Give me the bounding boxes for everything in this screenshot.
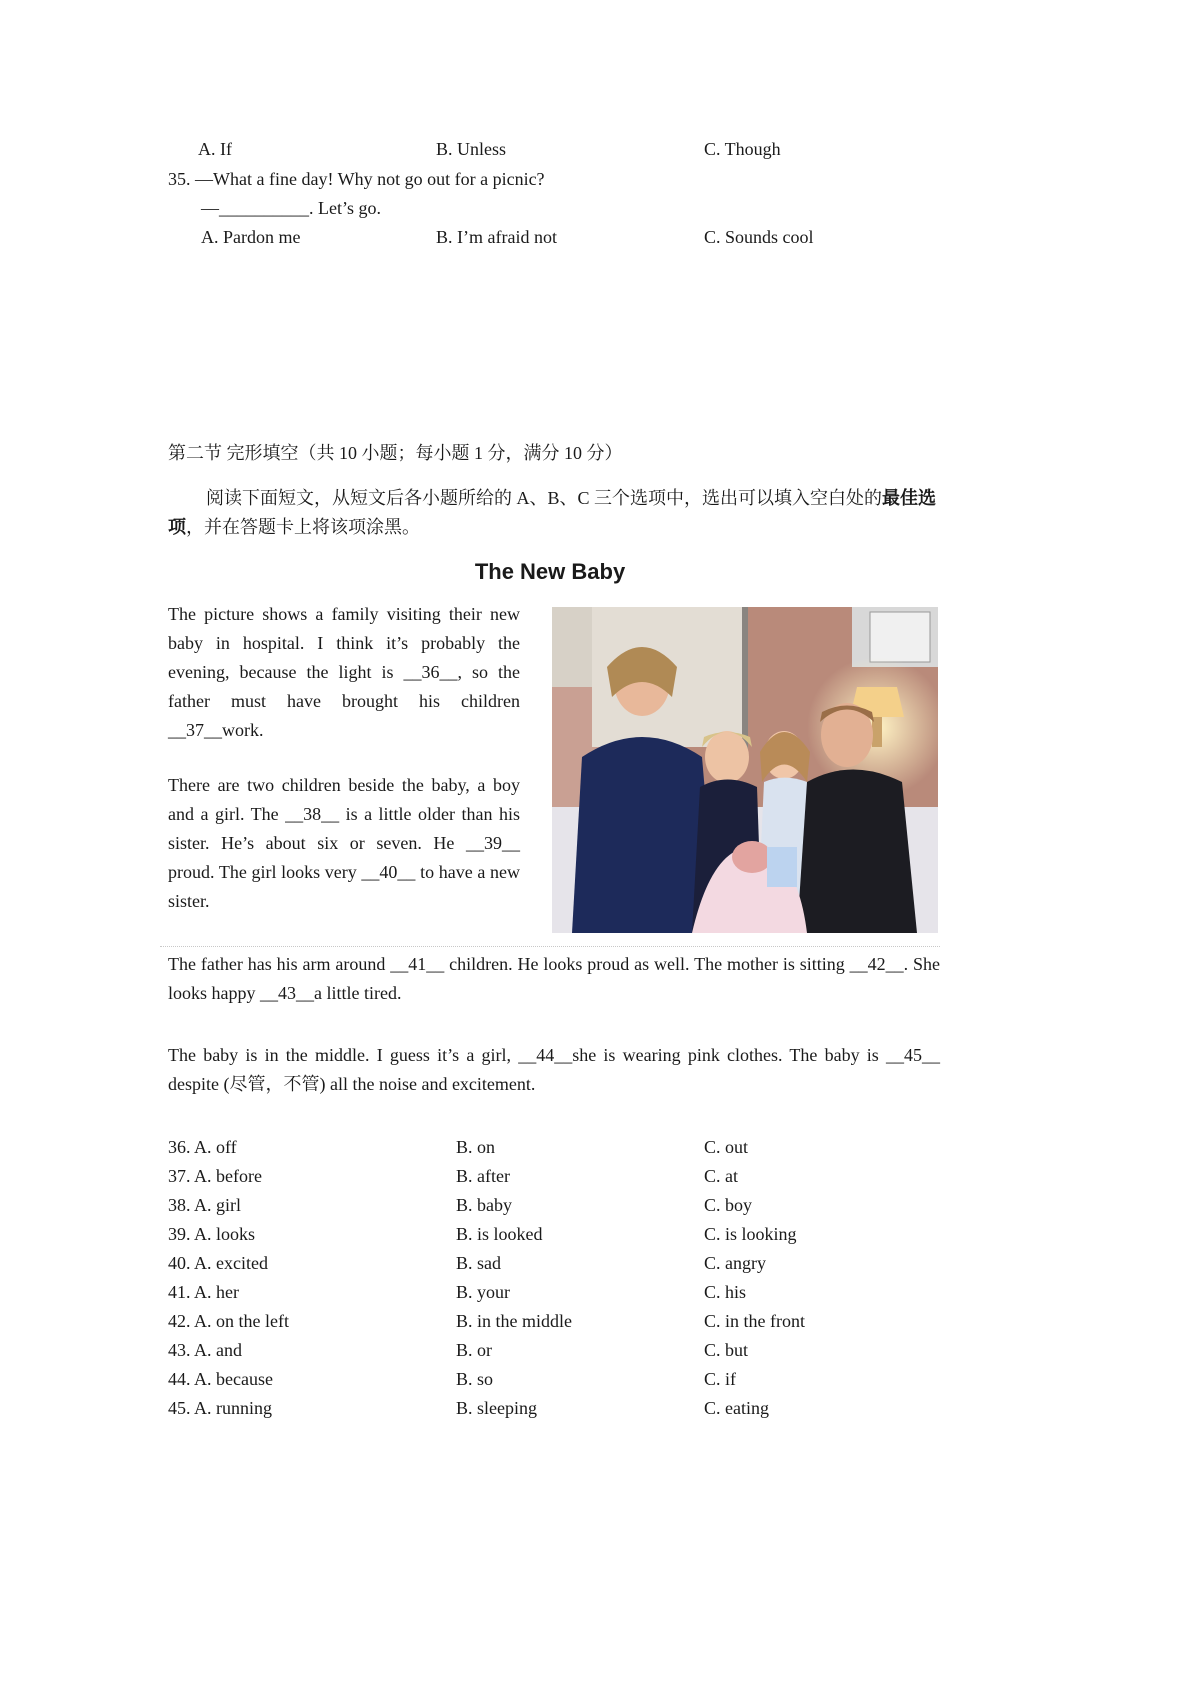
q34-option-a: A. If [198,139,232,159]
option-c: C. at [704,1166,738,1186]
option-a: 40. A. excited [168,1253,268,1273]
option-c: C. boy [704,1195,753,1215]
family-photo [552,607,938,933]
option-c: C. is looking [704,1224,797,1244]
q35-response: —__________. Let’s go. [201,198,381,218]
option-b: B. your [456,1282,510,1302]
option-c: C. angry [704,1253,766,1273]
option-c: C. out [704,1137,749,1157]
option-a: 38. A. girl [168,1195,242,1215]
option-c: C. but [704,1340,749,1360]
option-b: B. so [456,1369,494,1389]
option-b: B. baby [456,1195,512,1215]
option-b: B. after [456,1166,510,1186]
option-c: C. eating [704,1398,769,1418]
option-a: 36. A. off [168,1137,237,1157]
q35-option-a: A. Pardon me [201,227,301,247]
q34-option-b: B. Unless [436,139,507,159]
option-a: 44. A. because [168,1369,273,1389]
option-b: B. sleeping [456,1398,537,1418]
instruction-tail: ，并在答题卡上将该项涂黑。 [186,517,420,537]
option-b: B. in the middle [456,1311,572,1331]
dotted-divider [160,946,940,947]
instruction-text: 阅读下面短文，从短文后各小题所给的 A、B、C 三个选项中，选出可以填入空白处的 [206,488,883,508]
option-a: 45. A. running [168,1398,273,1418]
passage-paragraph-4: The baby is in the middle. I guess it’s a girl, __44__she is wearing pink clothes. The baby is __45__ despite (尽管，不管) all the noise and excitement. [168,1045,940,1094]
q35-option-c: C. Sounds cool [704,227,814,247]
option-c: C. in the front [704,1311,805,1331]
option-b: B. is looked [456,1224,543,1244]
passage-paragraph-1: The picture shows a family visiting their new baby in hospital. I think it’s probably the evening, because the light is __36__, so the father must have brought his children __37__work. [168,604,520,740]
instruction-bold: 最佳选项 [168,488,937,537]
option-b: B. or [456,1340,492,1360]
q35-option-b: B. I’m afraid not [436,227,557,247]
q34-option-c: C. Though [704,139,781,159]
option-c: C. his [704,1282,747,1302]
passage-paragraph-2: There are two children beside the baby, a boy and a girl. The __38__ is a little older than his sister. He’s about six or seven. He __39__ proud. The girl looks very __40__ to have a new sister. [168,775,520,911]
option-b: B. on [456,1137,496,1157]
option-a: 39. A. looks [168,1224,256,1244]
passage-title: The New Baby [474,559,626,584]
passage-paragraph-3: The father has his arm around __41__ children. He looks proud as well. The mother is sitting __42__. She looks happy __43__a little tired. [168,954,940,1003]
section-instructions [168,484,940,542]
option-a: 43. A. and [168,1340,242,1360]
q35-prompt: 35. —What a fine day! Why not go out for a picnic? [168,169,545,189]
option-b: B. sad [456,1253,501,1273]
option-a: 42. A. on the left [168,1311,289,1331]
section-heading: 第二节 完形填空（共 10 小题；每小题 1 分，满分 10 分） [168,443,623,463]
option-a: 37. A. before [168,1166,262,1186]
option-a: 41. A. her [168,1282,239,1302]
option-c: C. if [704,1369,737,1389]
